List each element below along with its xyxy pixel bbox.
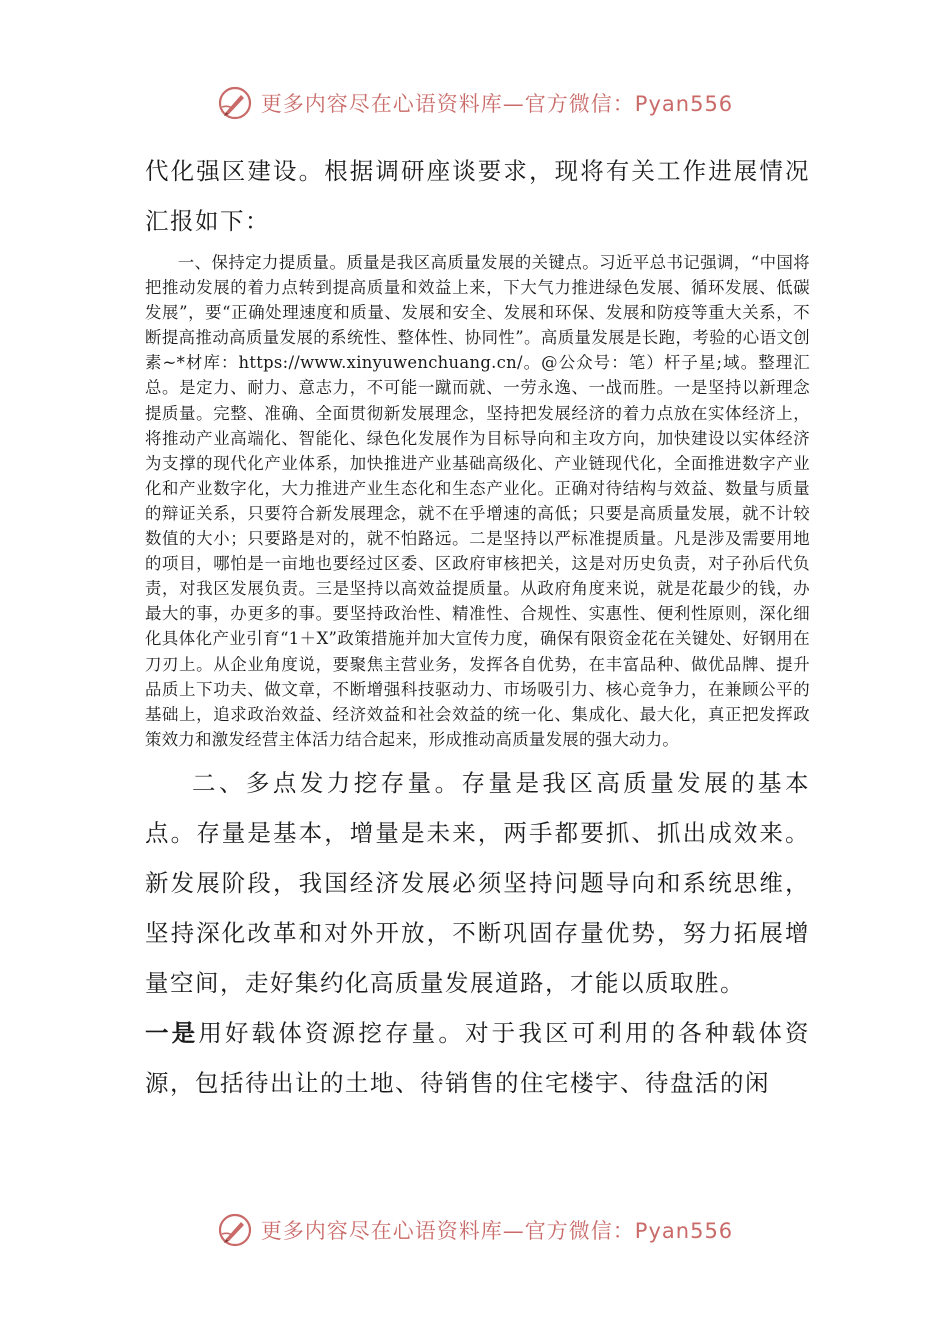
header-watermark (0, 78, 950, 128)
intro-paragraph: 代化强区建设。根据调研座谈要求，现将有关工作进展情况汇报如下： (145, 157, 810, 235)
footer-watermark (0, 1205, 950, 1255)
pen-logo-icon (217, 85, 253, 121)
section-two-paragraph: 二、多点发力挖存量。存量是我区高质量发展的基本点。存量是基本，增量是未来，两手都要抓、抓出成效来。新发展阶段，我国经济发展必须坚持问题导向和系统思维，坚持深化改革和对外开放，不断巩固存量优势，努力拓展增量空间，走好集约化高质量发展道路，才能以质取胜。 (145, 768, 810, 997)
pen-logo-icon (217, 1212, 253, 1248)
paragraph-rest-text: 用好载体资源挖存量。对于我区可利用的各种载体资源，包括待出让的土地、待销售的住宅楼宇、待盘活的闲 (145, 1018, 811, 1097)
section-one-paragraph: 一、保持定力提质量。质量是我区高质量发展的关键点。习近平总书记强调，“中国将把推动发展的着力点转到提高质量和效益上来，下大气力推进绿色发展、循环发展、低碳发展”，要“正确处理速度和质量、发展和安全、发展和环保、发展和防疫等重大关系，不断提高推动高质量发展的系统性、整体性、协同性”。高质量发展是长跑，考验的心语文创素~*材库：https://www.xinyuwenchuang.cn/。@公众号：笔）杆子星;域。整理汇总。是定力、耐力、意志力，不可能一蹴而就、一劳永逸、一战而胜。一是坚持以新理念提质量。完整、准确、全面贯彻新发展理念，坚持把发展经济的着力点放在实体经济上，将推动产业高端化、智能化、绿色化发展作为目标导向和主攻方向，加快建设以实体经济为支撑的现代化产业体系，加快推进产业基础高级化、产业链现代化，全面推进数字产业化和产业数字化，大力推进产业生态化和生态产业化。正确对待结构与效益、数量与质量的辩证关系，只要符合新发展理念，就不在乎增速的高低；只要是高质量发展，就不计较数值的大小；只要路是对的，就不怕路远。二是坚持以严标准提质量。凡是涉及需要用地的项目，哪怕是一亩地也要经过区委、区政府审核把关，这是对历史负责，对子孙后代负责，对我区发展负责。三是坚持以高效益提质量。从政府角度来说，就是花最少的钱，办最大的事，办更多的事。要坚持政治性、精准性、合规性、实惠性、便利性原则，深化细化具体化产业引育“1＋X”政策措施并加大宣传力度，确保有限资金花在关键处、好钢用在刀刃上。从企业角度说，要聚焦主营业务，发挥各自优势，在丰富品种、做优品牌、提升品质上下功夫、做文章，不断增强科技驱动力、市场吸引力、核心竞争力，在兼顾公平的基础上，追求政治效益、经济效益和社会效益的统一化、集成化、最大化，真正把发挥政策效力和激发经营主体活力结合起来，形成推动高质量发展的强大动力。 (145, 253, 810, 749)
bold-lead-text: 一是 (145, 1018, 199, 1047)
document-body (145, 146, 810, 1108)
section-three-paragraph (145, 1008, 810, 1108)
watermark-text: 更多内容尽在心语资料库—官方微信：Pyan556 (260, 1219, 734, 1243)
watermark-text: 更多内容尽在心语资料库—官方微信：Pyan556 (260, 92, 734, 116)
